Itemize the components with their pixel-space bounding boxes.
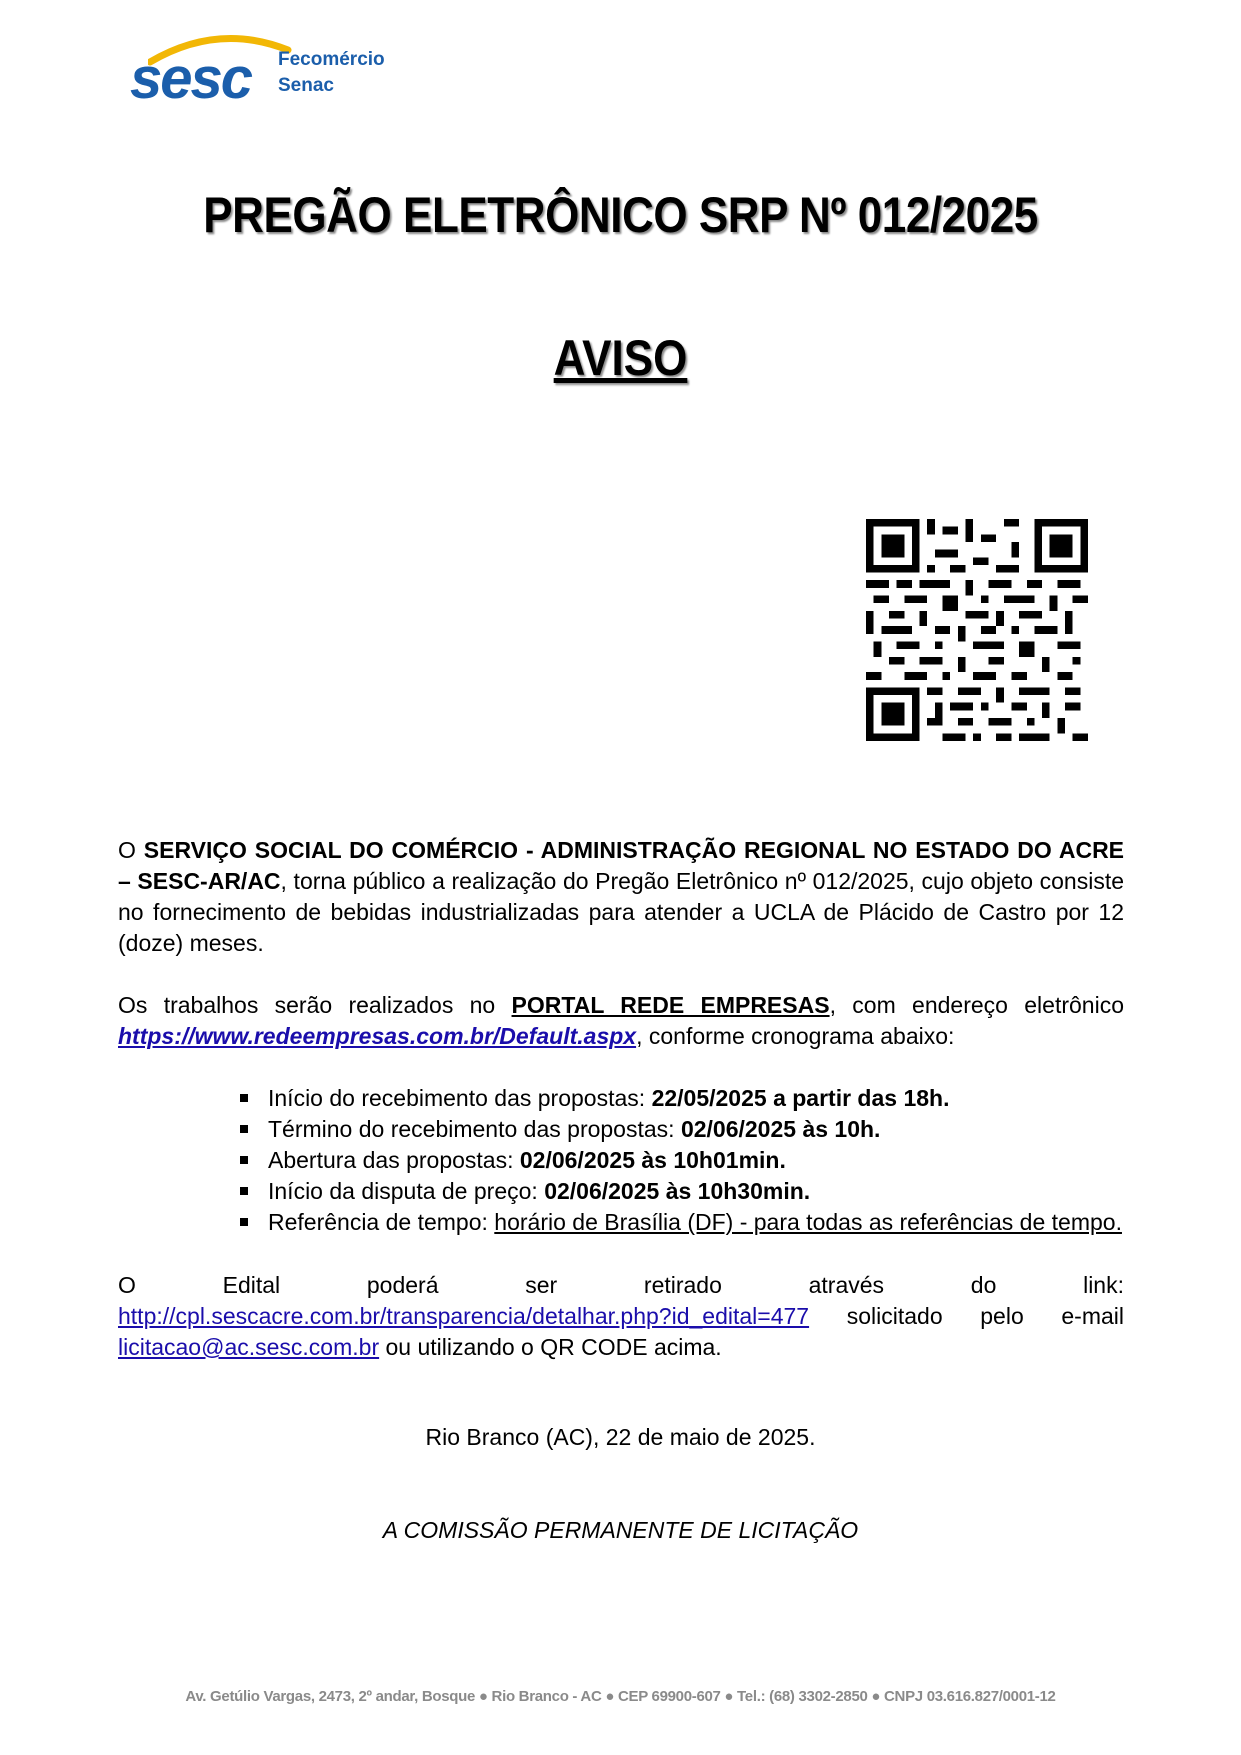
portal-link[interactable]: https://www.redeempresas.com.br/Default.aspx: [118, 1023, 637, 1049]
qr-code-icon[interactable]: [866, 519, 1088, 741]
logo-line2: Senac: [278, 75, 334, 96]
schedule-label: Abertura das propostas:: [268, 1147, 520, 1173]
logo-line1: Fecomércio: [278, 49, 385, 70]
edital-line1: O Edital poderá ser retirado através do link:: [118, 1272, 1124, 1298]
footer-address: Av. Getúlio Vargas, 2473, 2º andar, Bosque ● Rio Branco - AC ● CEP 69900-607 ● Tel.: (68) 3302-2850 ● CNPJ 03.616.827/0001-12: [185, 1688, 1056, 1705]
schedule-value: 02/06/2025 às 10h01min.: [519, 1147, 786, 1173]
list-item: [240, 1176, 1140, 1207]
list-item: [240, 1083, 1140, 1114]
schedule-list: [240, 1083, 1140, 1238]
schedule-label: Início da disputa de preço:: [268, 1178, 545, 1204]
paragraph-intro: [118, 835, 1124, 959]
intro-org2: SESC-AR/AC: [137, 868, 281, 894]
portal-mid: , com endereço eletrônico: [829, 992, 1124, 1018]
schedule-label: Término do recebimento das propostas:: [268, 1116, 681, 1142]
place-date: Rio Branco (AC), 22 de maio de 2025.: [425, 1424, 816, 1450]
paragraph-portal: [118, 990, 1124, 1052]
schedule-value: 02/06/2025 às 10h.: [680, 1116, 881, 1142]
schedule-value: 22/05/2025 a partir das 18h.: [651, 1085, 950, 1111]
logo-brand: sesc: [130, 46, 252, 111]
intro-lead: O: [118, 837, 136, 863]
page-subtitle: AVISO: [553, 330, 688, 386]
intro-text: , torna público a realização do Pregão Eletrônico nº 012/2025, cujo objeto consiste no fornecimento de bebidas industrializadas para atender a UCLA de Plácido de Castro por 12 (doze) meses.: [118, 868, 1125, 956]
edital-link[interactable]: http://cpl.sescacre.com.br/transparencia/detalhar.php?id_edital=477: [118, 1303, 810, 1329]
edital-mid: solicitado pelo e-mail: [846, 1303, 1124, 1329]
intro-org: SERVIÇO SOCIAL DO COMÉRCIO - ADMINISTRAÇÃO REGIONAL NO ESTADO DO ACRE –: [118, 837, 1125, 894]
sesc-logo: [130, 28, 410, 111]
portal-name: PORTAL REDE EMPRESAS: [511, 992, 830, 1018]
edital-line3: [118, 1332, 1124, 1363]
schedule-label: Início do recebimento das propostas:: [268, 1085, 652, 1111]
list-item: [240, 1207, 1140, 1238]
list-item: [240, 1145, 1140, 1176]
schedule-value: horário de Brasília (DF) - para todas as referências de tempo.: [494, 1209, 1122, 1235]
portal-tail: , conforme cronograma abaixo:: [636, 1023, 955, 1049]
paragraph-edital: [118, 1270, 1124, 1363]
schedule-value: 02/06/2025 às 10h30min.: [544, 1178, 811, 1204]
portal-lead: Os trabalhos serão realizados no: [118, 992, 496, 1018]
list-item: [240, 1114, 1140, 1145]
email-link[interactable]: licitacao@ac.sesc.com.br: [118, 1334, 380, 1360]
signature: A COMISSÃO PERMANENTE DE LICITAÇÃO: [382, 1517, 859, 1543]
edital-line2: [118, 1301, 1124, 1332]
schedule-label: Referência de tempo:: [268, 1209, 495, 1235]
edital-tail: ou utilizando o QR CODE acima.: [379, 1334, 722, 1360]
page-title: PREGÃO ELETRÔNICO SRP Nº 012/2025: [203, 187, 1038, 243]
